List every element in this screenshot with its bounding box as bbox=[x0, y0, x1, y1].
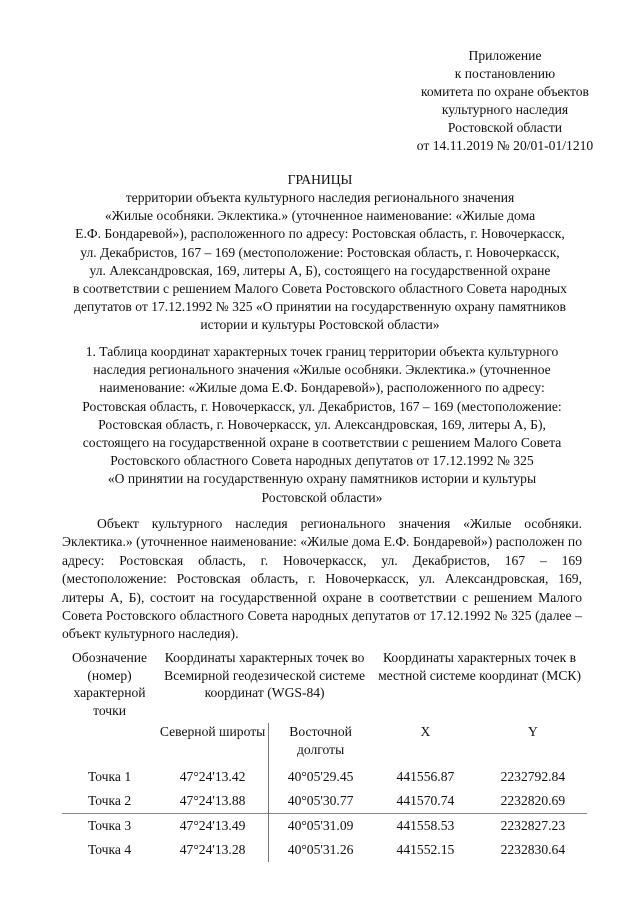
title-line: «Жилые особняки. Эклектика.» (уточненное наименование: «Жилые дома bbox=[104, 208, 536, 224]
section-line: Ростовского областного Совета народных депутатов от 17.12.1992 № 325 bbox=[110, 453, 534, 469]
header-point-designation: Обозначение (номер) характерной точки bbox=[71, 650, 148, 718]
cell-longitude: 40°05'31.26 bbox=[269, 838, 373, 862]
cell-point: Точка 3 bbox=[62, 814, 157, 839]
appendix-line: к постановлению bbox=[454, 66, 556, 81]
cell-latitude: 47°24'13.28 bbox=[179, 842, 246, 858]
cell-y: 2232827.23 bbox=[479, 814, 587, 839]
appendix-line: культурного наследия bbox=[441, 102, 569, 117]
title-line: истории и культуры Ростовской области» bbox=[200, 317, 440, 333]
cell-latitude: 47°24'13.49 bbox=[157, 814, 269, 839]
title-heading: ГРАНИЦЫ bbox=[287, 172, 353, 187]
title-line: в соответствии с решением Малого Совета Ростовского областного Совета народных bbox=[73, 281, 567, 297]
appendix-header bbox=[380, 47, 630, 155]
cell-latitude: 47°24'13.88 bbox=[179, 793, 246, 809]
title-line: ул. Александровская, 169, литеры А, Б), состоящего на государственной охране bbox=[89, 262, 551, 278]
table-row bbox=[62, 765, 587, 789]
cell-point: Точка 2 bbox=[87, 793, 132, 809]
cell-x: 441570.74 bbox=[396, 793, 455, 809]
table-row bbox=[62, 838, 587, 862]
section-line: наименование: «Жилые дома Е.Ф. Бондаревой»), расположенного по адресу: bbox=[99, 380, 545, 396]
cell-x: 441552.15 bbox=[396, 842, 455, 858]
table-row bbox=[62, 789, 587, 814]
cell-longitude: 40°05'30.77 bbox=[269, 789, 373, 814]
appendix-line: Ростовской области bbox=[447, 120, 563, 135]
cell-point: Точка 1 bbox=[87, 769, 132, 785]
cell-y: 2232830.64 bbox=[500, 842, 566, 858]
document-title bbox=[70, 171, 570, 335]
cell-point: Точка 4 bbox=[87, 842, 132, 858]
cell-longitude: 40°05'31.09 bbox=[269, 814, 373, 839]
appendix-date-number: от 14.11.2019 № 20/01-01/1210 bbox=[416, 138, 594, 153]
section-line: Ростовская область, г. Новочеркасск, ул. Александровская, 169, литеры А, Б), bbox=[98, 416, 546, 432]
section-line: 1. Таблица координат характерных точек границ территории объекта культурного bbox=[85, 344, 559, 359]
table-header-row bbox=[62, 649, 587, 723]
header-longitude: Восточной долготы bbox=[269, 723, 373, 765]
section-line: «О принятии на государственную охрану памятников истории и культуры bbox=[107, 471, 537, 487]
section-line: состоящего на государственной охране в соответствии с решением Малого Совета bbox=[82, 435, 562, 451]
title-line: территории объекта культурного наследия регионального значения bbox=[125, 190, 515, 205]
header-msk: Координаты характерных точек в местной системе координат (МСК) bbox=[378, 650, 582, 683]
title-line: ул. Декабристов, 167 – 169 (местоположение: Ростовская область, г. Новочеркасск, bbox=[80, 244, 560, 260]
header-x: X bbox=[420, 724, 431, 739]
section-1-heading bbox=[62, 343, 582, 507]
table-subheader-row bbox=[62, 723, 587, 765]
title-line: Е.Ф. Бондаревой»), расположенного по адресу: Ростовская область, г. Новочеркасск, bbox=[75, 226, 565, 242]
appendix-line: Приложение bbox=[468, 48, 542, 63]
paragraph-text: Объект культурного наследия регионального значения «Жилые особняки. Эклектика.» (уточненное наименование: «Жилые дома Е.Ф. Бондаревой») расположен по адресу: Ростовская область, г. Новочеркасск, ул. Декабристов, 167 – 169 (местоположение: Ростовская область, г. Новочеркасск, ул. Александровская, 169, литеры А, Б), состоит на государственной охране в соответствии с решением Малого Совета Ростовского областного Совета народных депутатов от 17.12.1992 № 325 (далее – объект культурного наследия). bbox=[62, 516, 582, 642]
cell-latitude: 47°24'13.42 bbox=[179, 769, 246, 785]
header-wgs84: Координаты характерных точек во Всемирной геодезической системе координат (WGS-84) bbox=[164, 650, 366, 700]
cell-y: 2232792.84 bbox=[500, 769, 566, 785]
title-body bbox=[70, 189, 570, 335]
section-line: Ростовская область, г. Новочеркасск, ул. Декабристов, 167 – 169 (местоположение: bbox=[82, 398, 562, 414]
title-line: депутатов от 17.12.1992 № 325 «О принятии на государственную охрану памятников bbox=[74, 299, 566, 315]
cell-x: 441558.53 bbox=[372, 814, 479, 839]
section-line: Ростовской области» bbox=[261, 489, 383, 505]
cell-y: 2232820.69 bbox=[500, 793, 566, 809]
header-latitude: Северной широты bbox=[159, 724, 266, 739]
table-row bbox=[62, 814, 587, 839]
cell-x: 441556.87 bbox=[396, 769, 455, 785]
appendix-line: комитета по охране объектов bbox=[421, 84, 589, 99]
section-line: наследия регионального значения «Жилые особняки. Эклектика.» (уточненное bbox=[93, 362, 551, 378]
description-paragraph bbox=[62, 515, 582, 644]
coordinates-table bbox=[62, 649, 587, 862]
header-y: Y bbox=[527, 724, 538, 739]
cell-longitude: 40°05'29.45 bbox=[269, 765, 373, 789]
